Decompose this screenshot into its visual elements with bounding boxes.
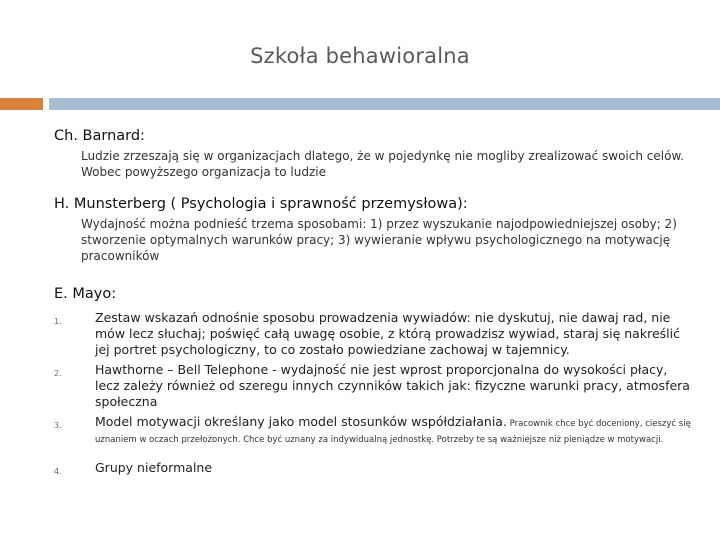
list-item xyxy=(54,414,694,446)
slide-body xyxy=(54,128,694,476)
munsterberg-name: H. Munsterberg xyxy=(54,196,166,212)
list-item-number: 3. xyxy=(54,421,62,430)
list-item xyxy=(54,460,694,476)
list-item-number: 4. xyxy=(54,467,62,476)
list-item xyxy=(54,362,694,410)
barnard-text: Ludzie zrzeszają się w organizacjach dlatego, że w pojedynkę nie mogliby zrealizować swoich celów. Wobec powyższego organizacja to ludzie xyxy=(81,149,684,179)
mayo-list xyxy=(54,310,694,476)
list-item-small-text: Pracownik chce być doceniony, cieszyć się uznaniem w oczach przełożonych. Chce być uznany za indywidualną jednostkę. Potrzeby te są ważniejsze niż pieniądze w motywacji. xyxy=(95,419,691,445)
list-item-text: Hawthorne – Bell Telephone - wydajność nie jest wprost proporcjonalna do wysokości płacy, lecz zależy również od szeregu innych czynników takich jak: fizyczne warunki pracy, atmosfera społeczna xyxy=(95,362,690,409)
list-item-text: Zestaw wskazań odnośnie sposobu prowadzenia wywiadów: nie dyskutuj, nie dawaj rad, nie mów lecz słuchaj; poświęć całą uwagę osobie, z którą prowadzisz wywiad, staraj się nakreślić jej portret psychologiczny, to co zostało powiedziane zachowaj w tajemnicy. xyxy=(95,310,680,357)
title-divider xyxy=(0,98,720,110)
list-item-number: 1. xyxy=(54,317,62,326)
mayo-heading: E. Mayo: xyxy=(54,286,117,302)
divider-band xyxy=(49,98,720,110)
divider-accent xyxy=(0,98,43,110)
list-item-text: Model motywacji określany jako model stosunków współdziałania. xyxy=(95,414,507,429)
list-item-text: Grupy nieformalne xyxy=(95,460,213,475)
list-item xyxy=(54,310,694,358)
munsterberg-text: Wydajność można podnieść trzema sposobami: 1) przez wyszukanie najodpowiedniejszej osoby; 2) stworzenie optymalnych warunków pracy; 3) wywieranie wpływu psychologicznego na motywację pracowników xyxy=(81,217,677,263)
munsterberg-book: ( Psychologia i sprawność przemysłowa): xyxy=(165,196,468,212)
barnard-heading: Ch. Barnard: xyxy=(54,128,145,144)
slide-title: Szkoła behawioralna xyxy=(250,44,470,68)
list-item-number: 2. xyxy=(54,369,62,378)
munsterberg-heading xyxy=(54,196,694,212)
